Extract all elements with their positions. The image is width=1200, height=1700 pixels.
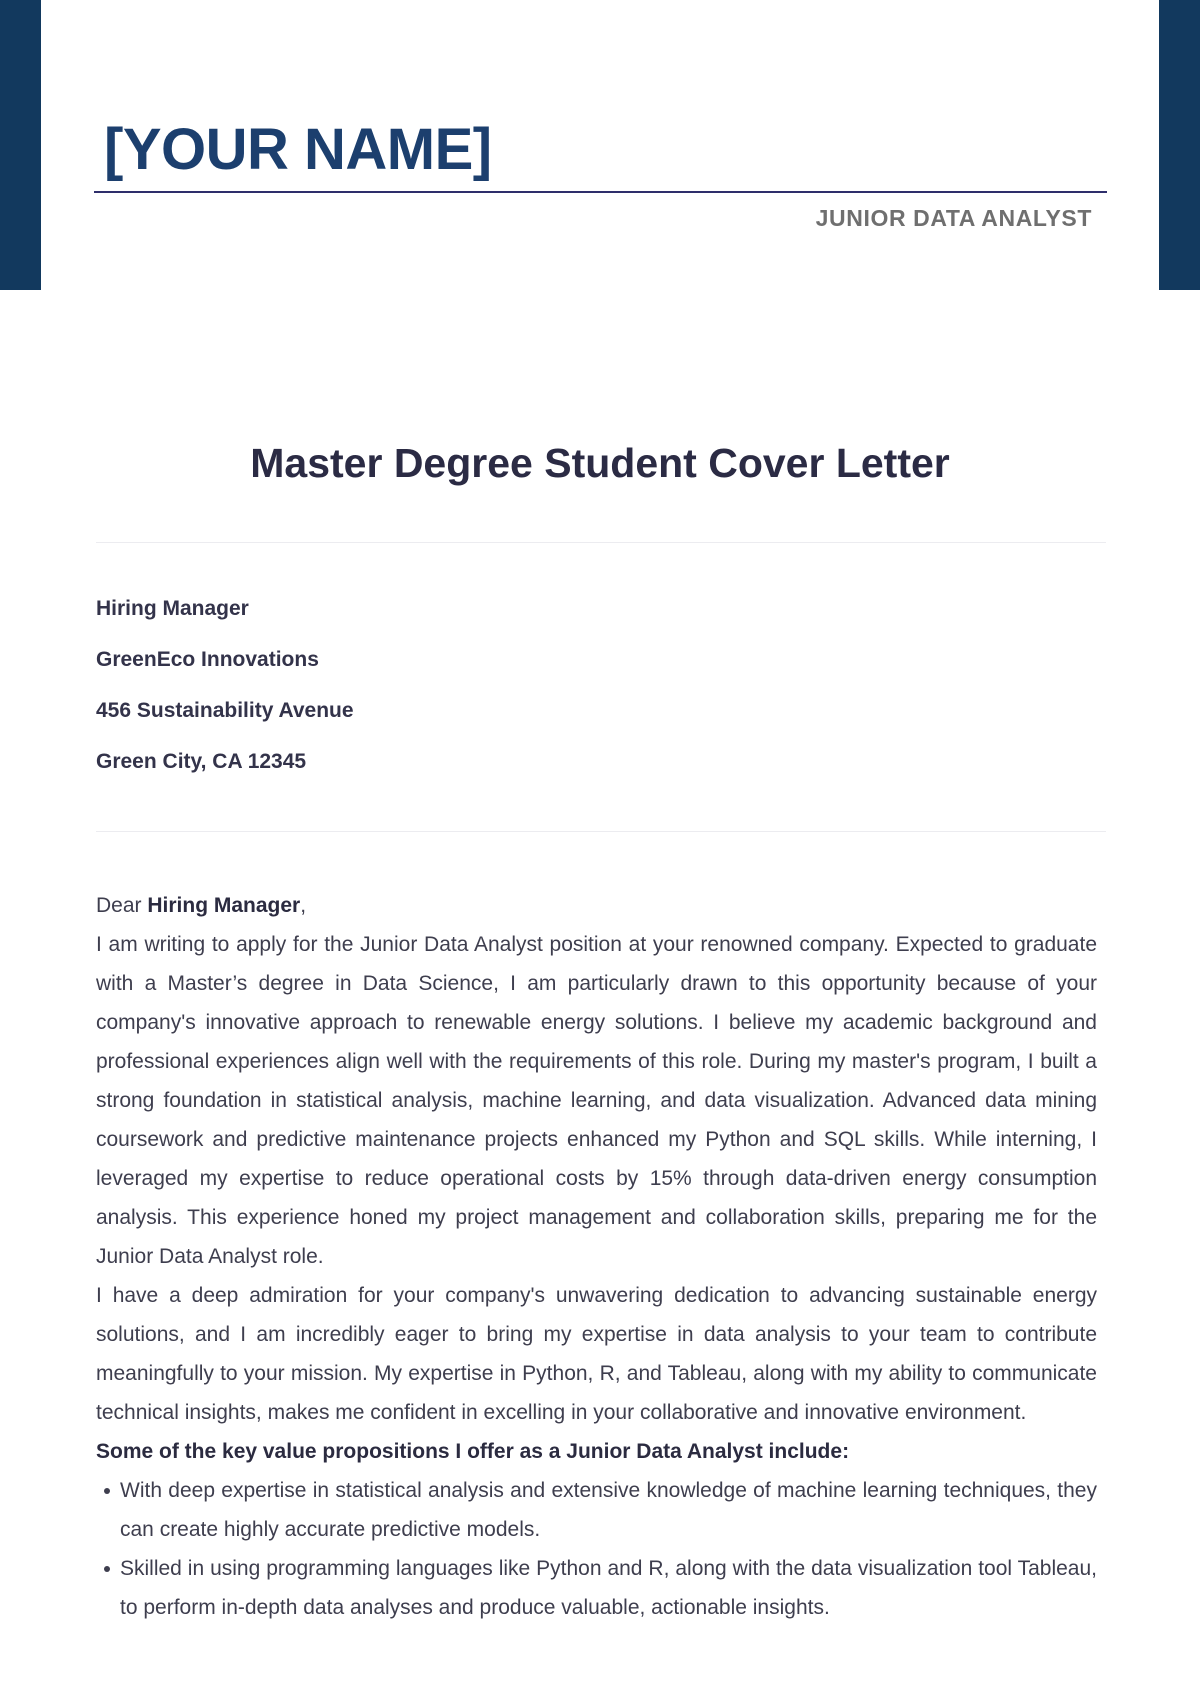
list-item: With deep expertise in statistical analysis and extensive knowledge of machine learning techniques, they can create highly accurate predictive models. bbox=[120, 1471, 1097, 1549]
job-title: JUNIOR DATA ANALYST bbox=[815, 205, 1092, 231]
recipient-company: GreenEco Innovations bbox=[96, 648, 319, 671]
right-accent-bar bbox=[1159, 0, 1200, 290]
recipient-city: Green City, CA 12345 bbox=[96, 750, 307, 773]
recipient-name: Hiring Manager bbox=[96, 597, 249, 620]
applicant-name: [YOUR NAME] bbox=[104, 117, 492, 182]
value-propositions-heading: Some of the key value propositions I offer as a Junior Data Analyst include: bbox=[96, 1440, 850, 1463]
greeting-suffix: , bbox=[300, 894, 307, 917]
value-propositions-list bbox=[96, 1471, 1097, 1627]
paragraph-2: I have a deep admiration for your company's unwavering dedication to advancing sustainable energy solutions, and I am incredibly eager to bring my expertise in data analysis to your team to contribute meaningfully to your mission. My expertise in Python, R, and Tableau, along with my ability to communicate technical insights, makes me confident in excelling in your collaborative and innovative environment. bbox=[96, 1284, 1097, 1424]
letter-body bbox=[96, 886, 1097, 1627]
greeting-prefix: Dear bbox=[96, 894, 148, 917]
greeting-name: Hiring Manager bbox=[147, 894, 301, 917]
divider bbox=[96, 831, 1106, 832]
divider bbox=[96, 542, 1106, 543]
recipient-street: 456 Sustainability Avenue bbox=[96, 699, 354, 722]
document-title: Master Degree Student Cover Letter bbox=[250, 440, 950, 486]
recipient-block bbox=[96, 594, 354, 798]
header-rule bbox=[94, 191, 1107, 193]
greeting bbox=[96, 886, 1097, 925]
paragraph-1: I am writing to apply for the Junior Data Analyst position at your renowned company. Expected to graduate with a Master’s degree in Data Science, I am particularly drawn to this opportunity because of your company's innovative approach to renewable energy solutions. I believe my academic background and professional experiences align well with the requirements of this role. During my master's program, I built a strong foundation in statistical analysis, machine learning, and data visualization. Advanced data mining coursework and predictive maintenance projects enhanced my Python and SQL skills. While interning, I leveraged my expertise to reduce operational costs by 15% through data-driven energy consumption analysis. This experience honed my project management and collaboration skills, preparing me for the Junior Data Analyst role. bbox=[96, 933, 1097, 1268]
left-accent-bar bbox=[0, 0, 41, 290]
list-item: Skilled in using programming languages like Python and R, along with the data visualization tool Tableau, to perform in-depth data analyses and produce valuable, actionable insights. bbox=[120, 1549, 1097, 1627]
